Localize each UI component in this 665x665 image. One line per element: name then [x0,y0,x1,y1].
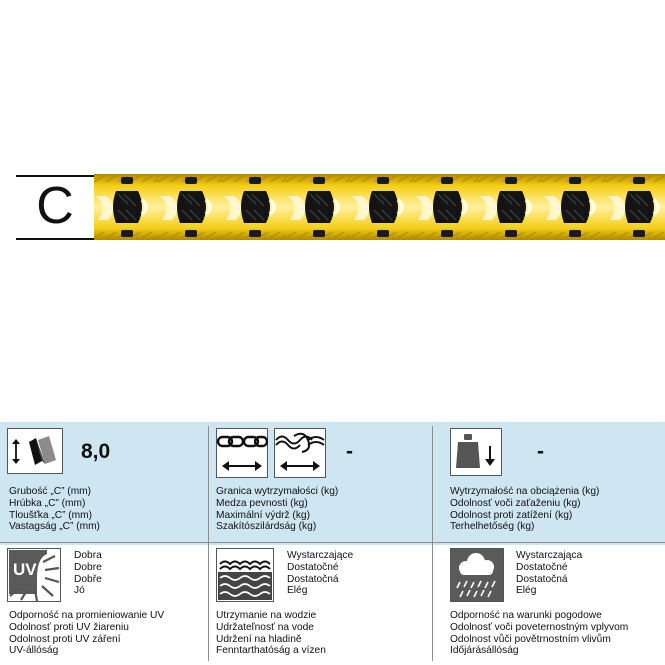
label-cs: Udržení na hladině [216,633,302,645]
rating-pl: Wystarczające [287,550,354,561]
rope-image [94,174,665,240]
label-sk: Odolnosť proti UV žiareniu [9,621,129,633]
label-hu: Szakítószilárdság (kg) [216,521,317,533]
rating-cs: Dobře [74,573,102,585]
uv-icon-text: UV [13,560,37,579]
label-pl: Granica wytrzymałości (kg) [216,486,339,497]
label-sk: Hrúbka „C” (mm) [9,497,86,509]
load-resistance-labels [450,486,599,533]
rating-hu: Elég [516,585,537,597]
water-labels [216,610,326,657]
label-pl: Odporność na promieniowanie UV [9,610,165,621]
column-divider [208,426,209,661]
uv-resistance-icon [7,548,61,602]
thickness-value: 8,0 [81,440,111,463]
label-hu: Időjárásállóság [450,645,519,657]
rating-pl: Wystarczająca [516,550,583,561]
label-pl: Wytrzymałość na obciążenia (kg) [450,486,600,497]
rating-sk: Dobre [74,561,102,573]
row-divider [0,542,665,543]
label-cs: Tloušťka „C” (mm) [9,509,93,521]
label-pl: Utrzymanie na wodzie [216,610,317,621]
label-sk: Odolnosť voči zaťaženiu (kg) [450,497,581,509]
spec-panel [0,422,665,665]
rating-cs: Dostatočná [287,573,339,585]
label-cs: Maximální výdrž (kg) [216,509,310,521]
breaking-strength-value: - [346,440,353,463]
label-cs: Odolnost proti zatížení (kg) [450,509,573,521]
uv-labels [9,610,164,657]
rating-sk: Dostatočné [287,561,339,573]
thickness-labels [9,486,100,533]
weight-load-icon [450,428,502,476]
floating-rope-icon [216,548,274,602]
label-pl: Odporność na warunki pogodowe [450,610,602,621]
rating-hu: Elég [287,585,308,597]
label-cs: Odolnost proti UV záření [9,633,121,645]
uv-rating [74,550,102,597]
weather-rating [516,550,582,597]
label-hu: UV-állóság [9,645,59,657]
label-hu: Fenntarthatóság a vízen [216,645,326,657]
dimension-letter: C [36,177,74,235]
load-resistance-value: - [537,440,544,463]
label-hu: Vastagság „C” (mm) [9,521,100,533]
water-rating [287,550,353,597]
label-cs: Odolnost vůči povětrnostním vlivům [450,633,611,645]
breaking-strength-labels [216,486,338,533]
weather-labels [450,610,628,657]
label-pl: Grubość „C” (mm) [9,486,92,497]
label-sk: Medza pevnosti (kg) [216,497,308,509]
rating-cs: Dostatočná [516,573,568,585]
rating-hu: Jó [74,585,85,597]
rating-pl: Dobra [74,550,102,561]
knot-tension-icon [274,428,326,478]
label-sk: Odolnosť voči poveternostným vplyvom [450,621,629,633]
chain-tension-icon [216,428,268,478]
rating-sk: Dostatočné [516,561,568,573]
dimension-line-bottom [16,238,96,240]
label-hu: Terhelhetőség (kg) [450,521,535,533]
column-divider [432,426,433,661]
label-sk: Udržateľnosť na vode [216,621,314,633]
thickness-icon [7,428,63,474]
weather-rain-icon [450,548,504,602]
